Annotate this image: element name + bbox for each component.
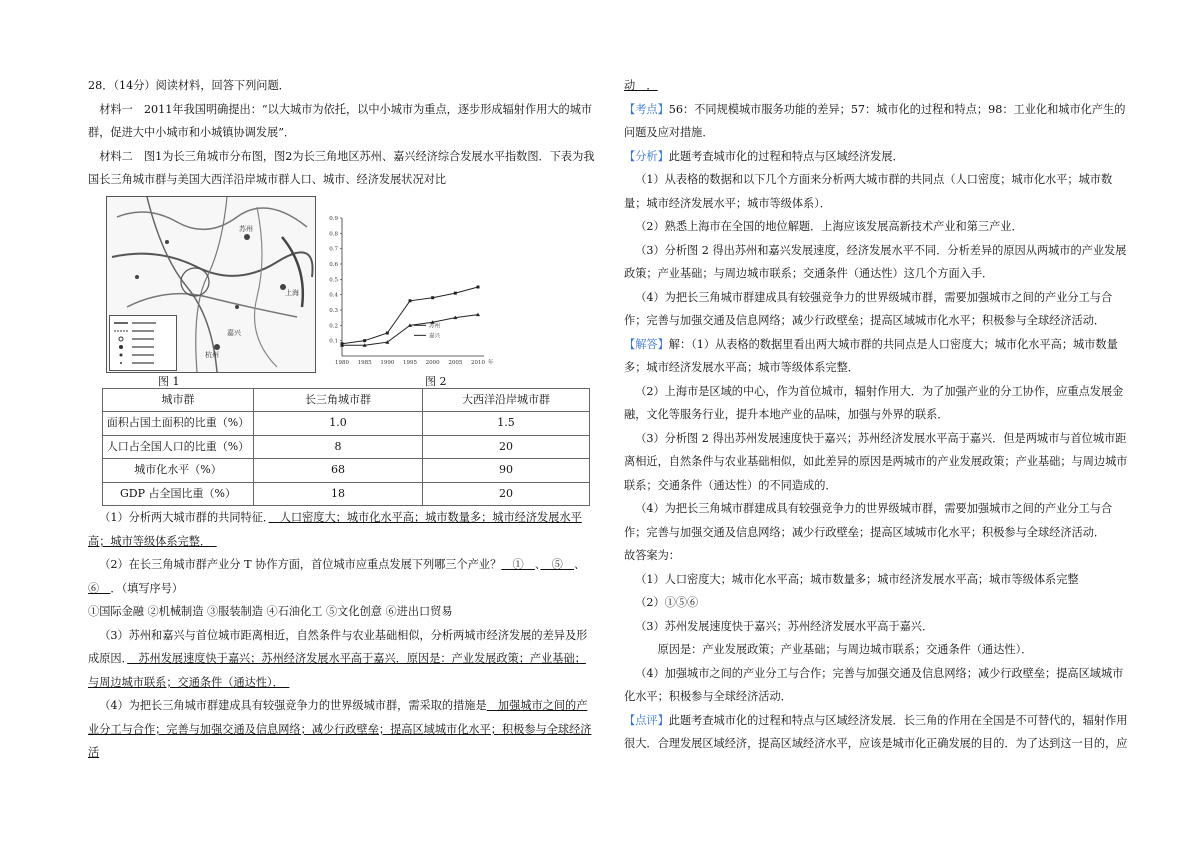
- table-cell: 18: [254, 482, 423, 506]
- solution-3: （3）分析图 2 得出苏州发展速度快于嘉兴；苏州经济发展水平高于嘉兴．但是两城市与首位城市距离相近，自然条件与农业基础相似，如此差异的原因是两城市的产业发展政策；产业基础；与周边城市联系；交通条件（通达性）的不同造成的．: [624, 431, 1128, 492]
- data-point: [386, 331, 389, 334]
- answer-4: （4）加强城市之间的产业分工与合作；完善与加强交通及信息网络；减少行政壁垒；提高区域城市化水平；积极参与全球经济活动．: [624, 666, 1124, 703]
- map-label-shanghai: 上海: [285, 288, 299, 297]
- material-two: 材料二 图1为长三角城市分布图，图2为长三角地区苏州、嘉兴经济综合发展水平指数图．下表为我国长三角城市群与美国大西洋沿岸城市群人口、城市、经济发展状况对比: [88, 149, 595, 186]
- y-tick-label: 0.7: [329, 246, 338, 253]
- x-unit-label: 年: [488, 359, 494, 366]
- solution: [624, 333, 1130, 380]
- question-2-options: ①国际金融 ②机械制造 ③服装制造 ④石油化工 ⑤文化创意 ⑥进出口贸易: [88, 605, 453, 618]
- table-row: [103, 435, 590, 459]
- data-point: [454, 291, 457, 294]
- question-2: （2）在长三角城市群产业分 T 协作方面，首位城市应重点发展下列哪三个产业？ ① 、 ⑤ 、⑥ ．（填写序号）: [88, 558, 586, 595]
- map-legend: [109, 315, 177, 371]
- analysis-1: （1）从表格的数据和以下几个方面来分析两大城市群的共同点（人口密度；城市化水平；城市数量；城市经济发展水平；城市等级体系）．: [624, 173, 1113, 210]
- tag-dianping: 【点评】: [624, 713, 669, 727]
- y-tick-label: 0.9: [329, 215, 338, 222]
- question-1: [88, 506, 596, 553]
- y-tick-label: 0.2: [329, 322, 338, 329]
- solution-2: （2）上海市是区域的中心，作为首位城市，辐射作用大．为了加强产业的分工协作，应重点发展金融，文化等服务行业，提升本地产业的品味，加强与外界的联系．: [624, 384, 1124, 421]
- table-row: [103, 482, 590, 506]
- y-tick-label: 0.5: [329, 276, 338, 283]
- question-2-answer-2: ⑤: [540, 558, 575, 571]
- question-4-text: （4）为把长三角城市群建成具有较强竞争力的世界级城市群，需采取的措施是: [99, 699, 487, 712]
- question-2-note: ．（填写序号）: [110, 581, 184, 595]
- x-tick-label: 2010: [471, 359, 485, 366]
- table-cell: 20: [423, 482, 590, 506]
- x-tick-label: 2000: [425, 359, 440, 366]
- y-tick-label: 0.4: [329, 292, 338, 299]
- legend-label: 苏州: [429, 322, 441, 329]
- y-tick-label: 0.8: [329, 230, 338, 237]
- table-cell: 20: [423, 435, 590, 459]
- question-2-answer-1: ①: [501, 558, 535, 571]
- y-tick-label: 0.1: [329, 338, 338, 345]
- question-1-text: （1）分析两大城市群的共同特征．: [99, 511, 269, 524]
- question-3-answer: 苏州发展速度快于嘉兴；苏州经济发展水平高于嘉兴．原因是：产业发展政策；产业基础；与周边城市联系；交通条件（通达性）．: [88, 652, 586, 689]
- question-2-text: （2）在长三角城市群产业分 T 协作方面，首位城市应重点发展下列哪三个产业？: [99, 558, 502, 571]
- answer-continuation: 动 ．: [624, 79, 658, 92]
- table-cell: 90: [423, 459, 590, 483]
- analysis-4: （4）为把长三角城市群建成具有较强竞争力的世界级城市群，需要加强城市之间的产业分工与合作；完善与加强交通及信息网络；减少行政壁垒；提高区域城市化水平；积极参与全球经济活动．: [624, 290, 1113, 327]
- data-point: [477, 285, 480, 288]
- table-cell: 68: [254, 459, 423, 483]
- table-cell: 人口占全国人口的比重（%）: [103, 435, 254, 459]
- x-tick-label: 1980: [335, 359, 349, 366]
- question-3: [88, 624, 596, 695]
- analysis-3: （3）分析图 2 得出苏州和嘉兴发展速度，经济发展水平不同．分析差异的原因从两城市的产业发展政策；产业基础；与周边城市联系；交通条件（通达性）这几个方面入手．: [624, 243, 1127, 280]
- question-3-text: （3）苏州和嘉兴与首位城市距离相近，自然条件与农业基础相似，分析两城市经济发展的差异及形成原因．: [88, 628, 588, 665]
- data-point: [409, 299, 412, 302]
- figure-2-label: 图 2: [425, 374, 447, 388]
- question-2-answer-3: ⑥: [88, 581, 111, 595]
- material-one: 材料一 2011年我国明确提出：“以大城市为依托，以中小城市为重点，逐步形成辐射作用大的城市群，促进大中小城市和小城镇协调发展”．: [88, 102, 593, 139]
- x-tick-label: 1985: [357, 359, 372, 366]
- right-column: [624, 74, 1130, 756]
- answer-3: （3）苏州发展速度快于嘉兴；苏州经济发展水平高于嘉兴．: [635, 619, 934, 633]
- map-label-jiaxing: 嘉兴: [227, 328, 241, 337]
- analysis-text: 此题考查城市化的过程和特点与区域经济发展．: [668, 149, 904, 163]
- analysis: [624, 145, 1130, 169]
- y-tick-label: 0.3: [329, 307, 338, 314]
- map-label-suzhou: 苏州: [239, 224, 253, 233]
- table-header: 长三角城市群: [254, 388, 423, 412]
- comment-text: 此题考查城市化的过程和特点与区域经济发展．长三角的作用在全国是不可替代的，辐射作用很大．合理发展区域经济，提高区域经济水平，应该是城市化正确发展的目的．为了达到这一目的，应: [624, 713, 1128, 750]
- answer-heading: 故答案为：: [624, 549, 680, 562]
- tag-jieda: 【解答】: [624, 337, 669, 351]
- data-point: [431, 296, 434, 299]
- table-cell: 城市化水平（%）: [103, 459, 254, 483]
- left-column: [88, 74, 596, 765]
- figures: [88, 196, 596, 388]
- city-distribution-map: [106, 196, 316, 373]
- table-header: 城市群: [103, 388, 254, 412]
- comparison-table: [102, 388, 590, 507]
- answer-2: （2）①⑤⑥: [635, 596, 699, 609]
- answer-3-reason: 原因是：产业发展政策；产业基础；与周边城市联系；交通条件（通达性）．: [657, 643, 1033, 656]
- comment: [624, 709, 1130, 756]
- question-4-answer: 加强城市之间的产业分工与合作；完善与加强交通及信息网络；减少行政壁垒；提高区域城市化水平；积极参与全球经济活: [88, 699, 592, 759]
- table-cell: 1.0: [254, 412, 423, 436]
- answer-1: （1）人口密度大；城市化水平高；城市数量多；城市经济发展水平高；城市等级体系完整: [635, 572, 1079, 586]
- knowledge-points: [624, 98, 1130, 145]
- solution-1: 解：（1）从表格的数据里看出两大城市群的共同点是人口密度大；城市化水平高；城市数量多；城市经济发展水平高；城市等级体系完整．: [624, 337, 1118, 374]
- question-title: 28．（14分）阅读材料，回答下列问题．: [88, 79, 290, 92]
- data-point: [363, 339, 366, 342]
- knowledge-points-text: 56：不同规模城市服务功能的差异；57：城市化的过程和特点；98：工业化和城市化产生的问题及应对措施．: [624, 102, 1126, 139]
- table-row: [103, 412, 590, 436]
- tag-kaodian: 【考点】: [624, 102, 669, 116]
- development-index-chart: [320, 208, 496, 376]
- y-tick-label: 0.6: [329, 261, 338, 268]
- x-tick-label: 1990: [380, 359, 395, 366]
- legend-label: 嘉兴: [429, 332, 441, 339]
- map-label-hangzhou: 杭州: [205, 350, 219, 359]
- tag-fenxi: 【分析】: [624, 149, 669, 163]
- table-header: 大西洋沿岸城市群: [423, 388, 590, 412]
- table-cell: 8: [254, 435, 423, 459]
- question-4: [88, 694, 596, 765]
- question-1-answer: 人口密度大；城市化水平高；城市数量多；城市经济发展水平高；城市等级体系完整．: [88, 511, 582, 548]
- table-cell: 1.5: [423, 412, 590, 436]
- analysis-2: （2）熟悉上海市在全国的地位解题．上海应该发展高新技术产业和第三产业．: [635, 220, 1023, 233]
- figure-1-label: 图 1: [158, 374, 180, 388]
- solution-4: （4）为把长三角城市群建成具有较强竞争力的世界级城市群，需要加强城市之间的产业分工与合作；完善与加强交通及信息网络；减少行政壁垒；提高区域城市化水平；积极参与全球经济活动．: [624, 502, 1113, 539]
- table-cell: GDP 占全国比重（%）: [103, 482, 254, 506]
- series-line-0: [342, 287, 478, 344]
- x-tick-label: 2005: [448, 359, 463, 366]
- x-tick-label: 1995: [403, 359, 417, 366]
- table-cell: 面积占国土面积的比重（%）: [103, 412, 254, 436]
- table-row: [103, 459, 590, 483]
